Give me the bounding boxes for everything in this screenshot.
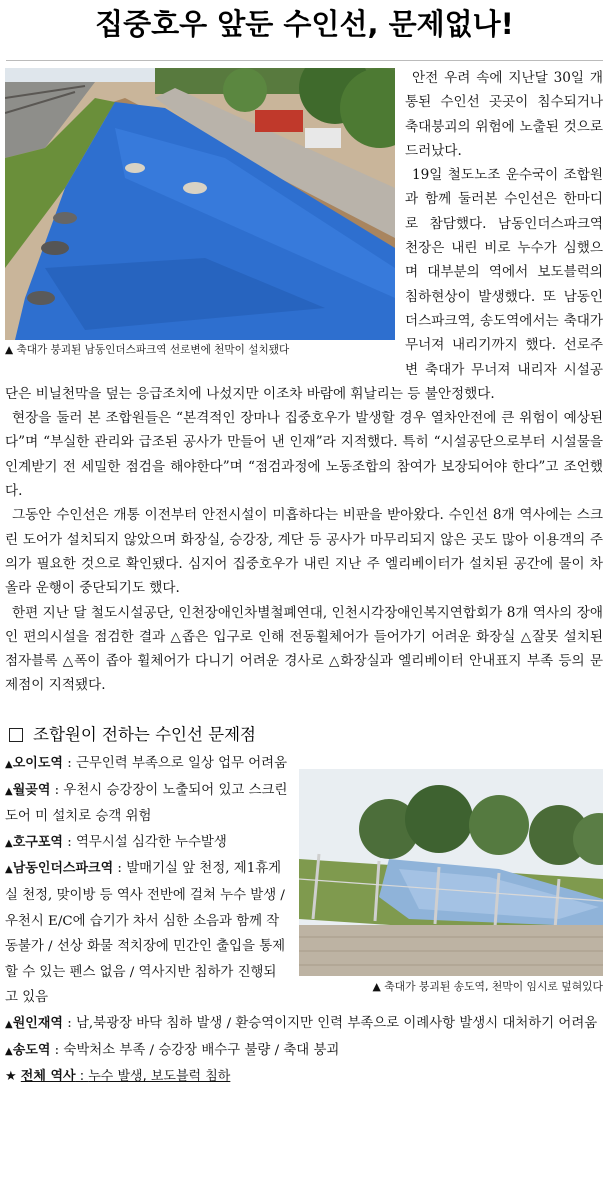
article-paragraph: 그동안 수인선은 개통 이전부터 안전시설이 미흡하다는 비판을 받아왔다. 수인선 8개 역사에는 스크린 도어가 설치되지 않았으며 화장실, 승강장, 계단 등 공사가 마무리되지 않은 곳도 많아 이용객의 주의가 필요한 것으로 확인됐다. 심지어 집중호우가 내린 지난 주 엘리베이터가 설치된 공간에 물이 차올라 운행이 중단되기도 했다.	[5, 507, 603, 597]
article	[5, 66, 603, 698]
section-title-text: 조합원이 전하는 수인선 문제점	[33, 725, 256, 744]
article-paragraph: 19일 철도노조 운수국이 조합원과 함께 둘러본 수인선은 한마디로 참담했다. 남동인더스파크역 천장은 내린 비로 누수가 심했으며 대부분의 역에서 보도블럭의 침하현상이 발생했다. 또 남동인더스파크역, 송도역에서는 축대가 무너져 내리기까지 했다. 선로주변 축대가 무너져 내리자 시설공단은 비닐천막을 덮는 응급조치에 나섰지만 이조차 바람에 휘날리는 등 불안정했다.	[5, 167, 603, 402]
songdo-photo-caption: ▲ 축대가 붕괴된 송도역, 천막이 임시로 덮혀있다	[372, 980, 603, 993]
station-name: 남동인더스파크역	[12, 861, 114, 877]
problem-text: 우천시 승강장이 노출되어 있고 스크린도어 미 설치로 승객 위험	[5, 782, 288, 825]
embankment-photo	[5, 68, 395, 340]
article-paragraph: 한편 지난 달 철도시설공단, 인천장애인차별철폐연대, 인천시각장애인복지연합회가 8개 역사의 장애인 편의시설을 점검한 결과 △좁은 입구로 인해 전동휠체어가 들어가기 어려운 화장실 △잘못 설치된 점자블록 △폭이 좁아 휠체어가 다니기 어려운 경사로 △화장실과 엘리베이터 안내표지 부족 등의 문제점이 지적됐다.	[5, 604, 603, 694]
checkbox-icon	[9, 728, 23, 742]
station-name: 원인재역	[12, 1015, 63, 1031]
problems-list	[5, 751, 603, 1090]
triangle-icon: ▲	[5, 759, 13, 770]
problem-item: ▲원인재역 : 남,북광장 바닥 침하 발생 / 환승역이지만 인력 부족으로 이례사항 발생시 대처하기 어려움	[5, 1015, 598, 1031]
problem-item: ▲오이도역 : 근무인력 부족으로 일상 업무 어려움	[5, 756, 288, 771]
headline-divider	[6, 60, 603, 61]
triangle-icon: ▲	[5, 864, 13, 876]
triangle-icon: ▲	[5, 1045, 13, 1057]
section-title	[9, 722, 603, 748]
station-name: 오이도역	[12, 756, 63, 771]
problem-text: 숙박처소 부족 / 승강장 배수구 불량 / 축대 붕괴	[63, 1042, 340, 1058]
problem-item: ▲남동인더스파크역 : 발매기실 앞 천정, 제1휴게실 천정, 맞이방 등 역사 전반에 걸쳐 누수 발생 / 우천시 E/C에 습기가 차서 심한 소음과 함께 작동불가 / 선상 화물 적치장에 민간인 출입을 통제할 수 있는 펜스 없음 / 역사지반 침하가 진행되고 있음	[5, 861, 286, 1006]
triangle-icon: ▲	[5, 837, 13, 849]
photo-caption: ▲ 축대가 붕괴된 남동인더스파크역 선로변에 천막이 설치됐다	[5, 344, 290, 356]
article-paragraph: 안전 우려 속에 지난달 30일 개통된 수인선 곳곳이 침수되거나 축대붕괴의 위험에 노출된 것으로 드러났다.	[405, 70, 603, 159]
all-stations-label: 전체 역사	[20, 1069, 76, 1085]
problem-text: 남,북광장 바닥 침하 발생 / 환승역이지만 인력 부족으로 이례사항 발생시 대처하기 어려움	[75, 1015, 598, 1031]
station-name: 호구포역	[12, 834, 63, 850]
problem-item: ▲송도역 : 숙박처소 부족 / 승강장 배수구 불량 / 축대 붕괴	[5, 1042, 340, 1058]
triangle-icon: ▲	[5, 1018, 13, 1030]
problem-text: 발매기실 앞 천정, 제1휴게실 천정, 맞이방 등 역사 전반에 걸쳐 누수 발생 / 우천시 E/C에 습기가 차서 심한 소음과 함께 작동불가 / 선상 화물 적치장에 민간인 출입을 통제할 수 있는 펜스 없음 / 역사지반 침하가 진행되고 있음	[5, 861, 286, 1006]
songdo-embankment-photo	[299, 769, 603, 976]
article-paragraph: 현장을 둘러 본 조합원들은 “본격적인 장마나 집중호우가 발생할 경우 열차안전에 큰 위험이 예상된다”며 “부실한 관리와 급조된 공사가 만들어 낸 인재”라 지적했다. 특히 “시설공단으로부터 시설물을 인계받기 전 세밀한 점검을 해야한다”며 “점검과정에 노동조합의 참여가 보장되어야 한다”고 조언했다.	[5, 410, 603, 500]
star-icon: ★	[5, 1069, 17, 1085]
problem-text: 역무시설 심각한 누수발생	[75, 834, 227, 850]
headline: 집중호우 앞둔 수인선, 문제없나!	[95, 7, 514, 41]
all-stations-text: 누수 발생, 보도블럭 침하	[88, 1069, 231, 1085]
problem-text: 근무인력 부족으로 일상 업무 어려움	[75, 756, 288, 771]
problem-item: ▲호구포역 : 역무시설 심각한 누수발생	[5, 834, 227, 850]
problem-item: ▲월곶역 : 우천시 승강장이 노출되어 있고 스크린도어 미 설치로 승객 위험	[5, 782, 288, 825]
station-name: 송도역	[12, 1042, 51, 1058]
station-name: 월곶역	[12, 782, 51, 798]
all-stations-item: ★ 전체 역사 : 누수 발생, 보도블럭 침하	[5, 1069, 231, 1085]
problems-section	[5, 722, 603, 1090]
triangle-icon: ▲	[5, 785, 13, 797]
